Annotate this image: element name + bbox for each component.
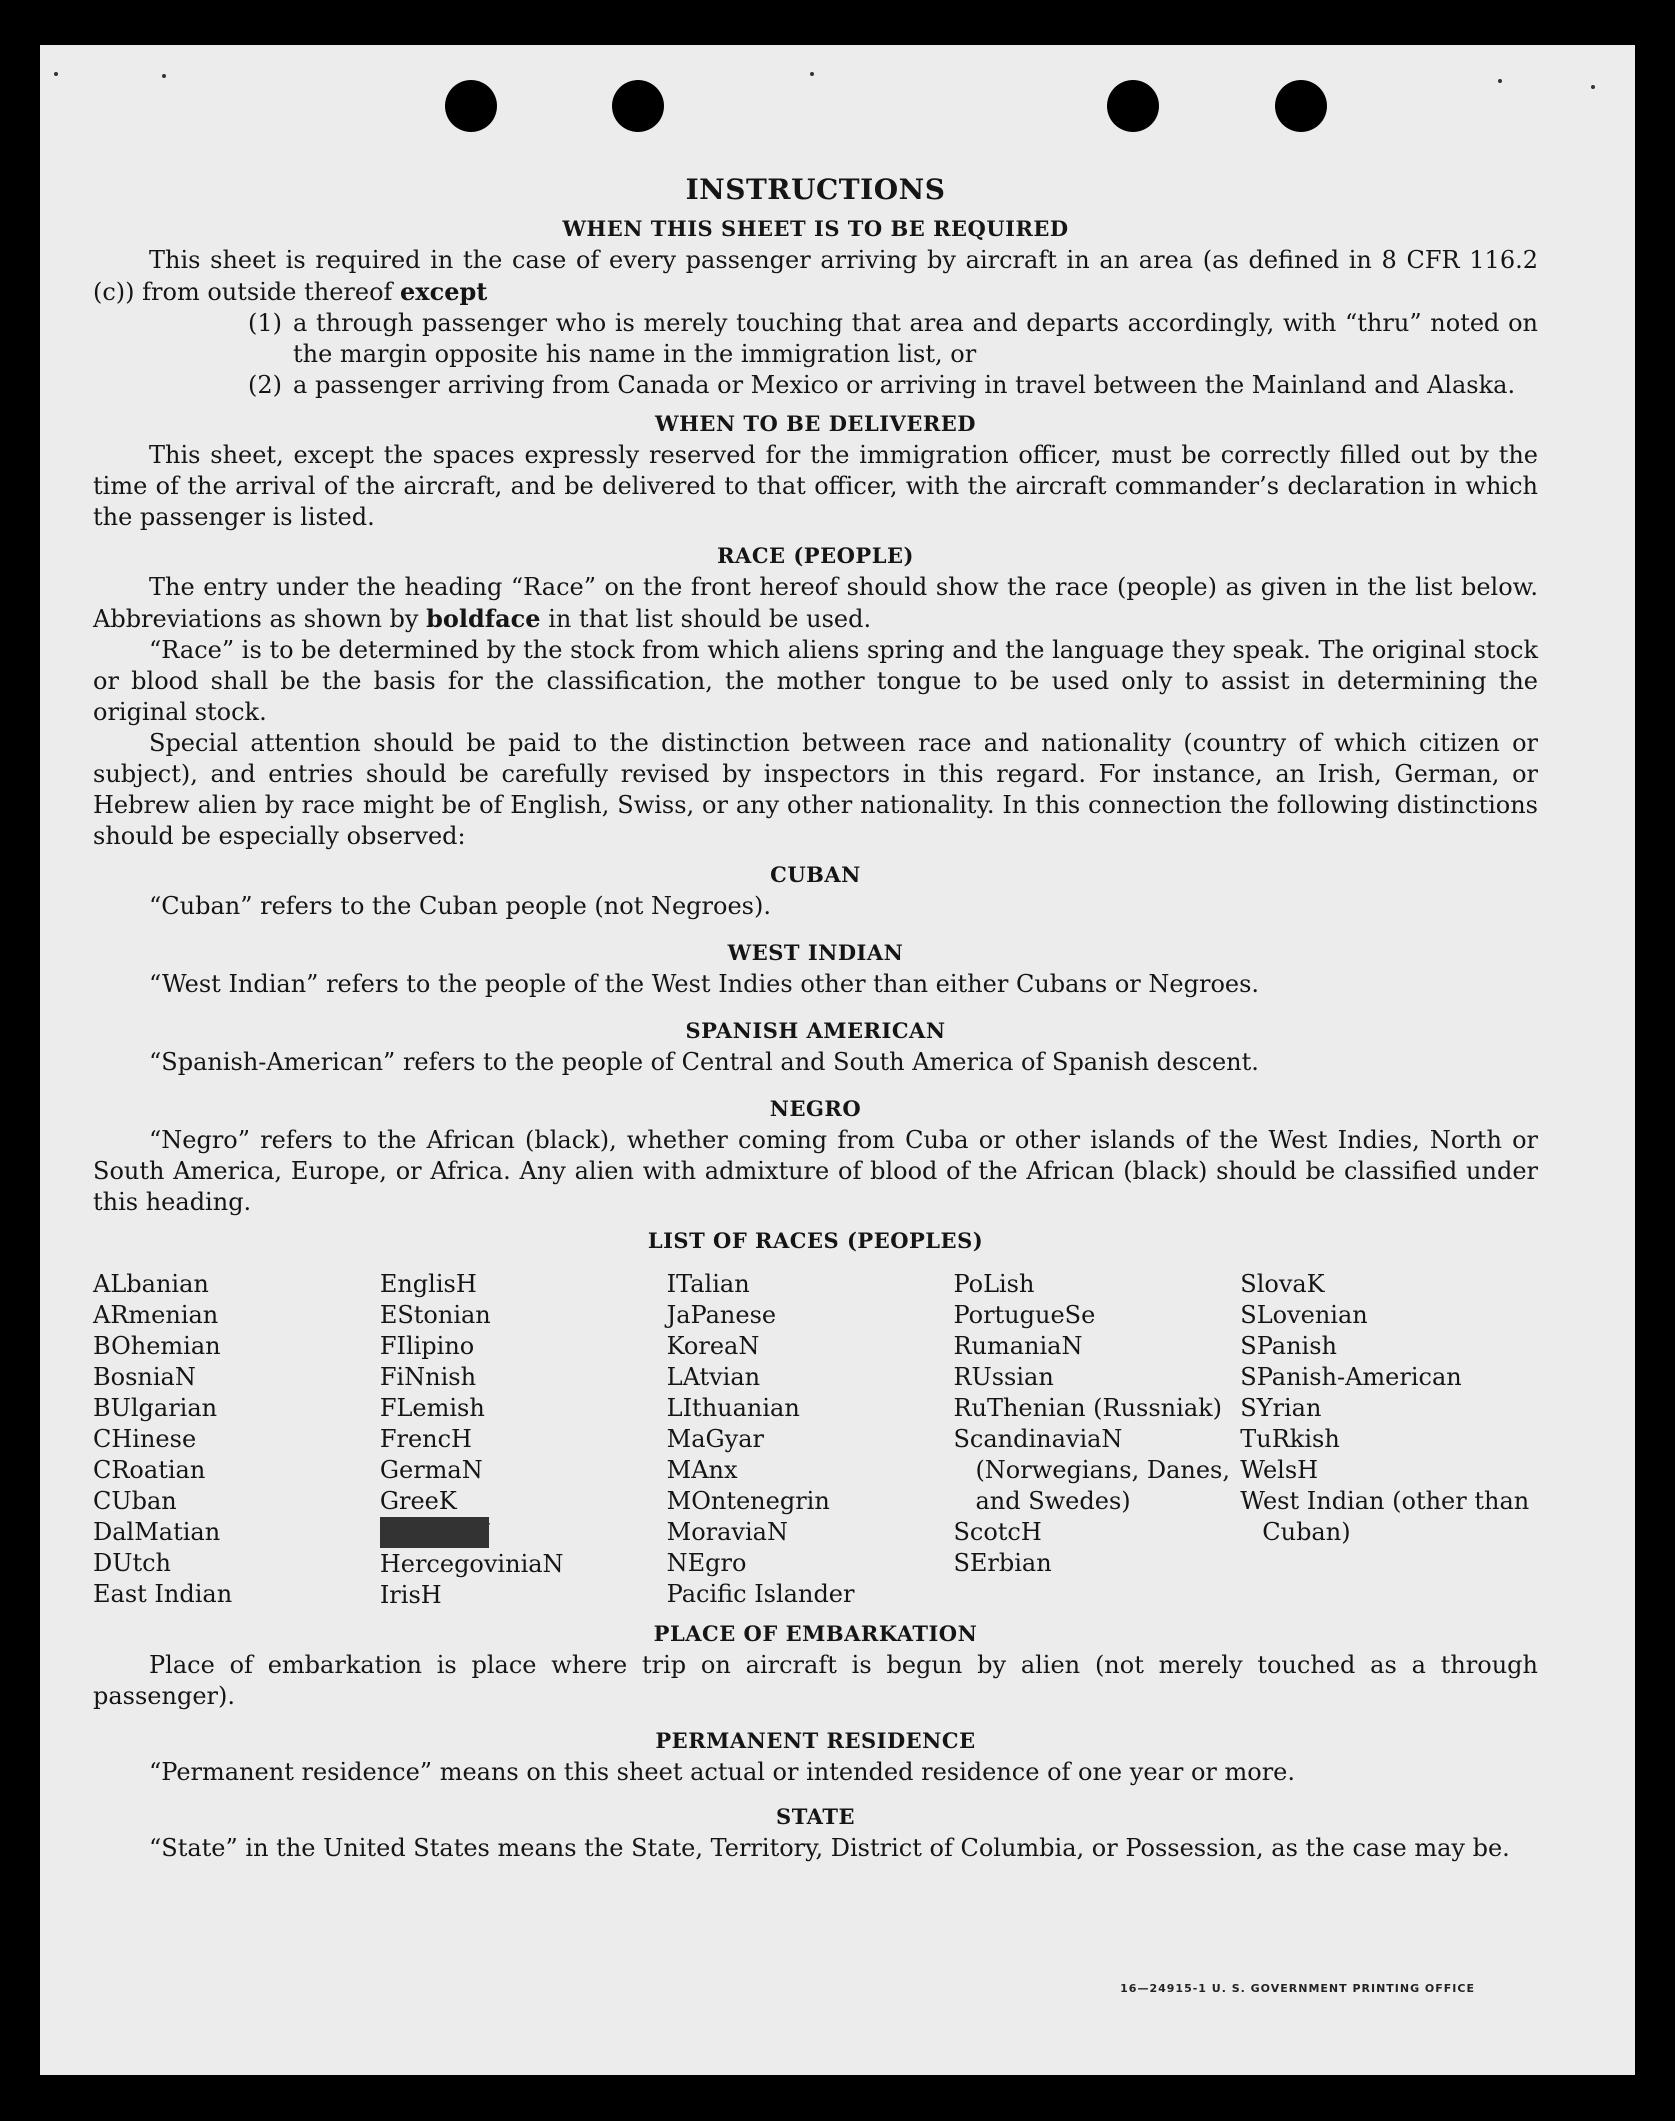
item-text: a passenger arriving from Canada or Mexico or arriving in travel between the Mainland and Alaska. <box>293 371 1516 399</box>
race-entry: FrencH <box>379 1425 472 1453</box>
race-p1-text-end: in that list should be used. <box>540 605 872 633</box>
race-entry: KoreaN <box>666 1332 760 1360</box>
delivered-text: This sheet, except the spaces expressly reserved for the immigration officer, must be correctly filled out by the time of the arrival of the aircraft, and be delivered to that officer, with the aircraft commander’s declaration in which the passenger is listed. <box>93 441 1538 531</box>
race-entry: DUtch <box>93 1549 172 1577</box>
race-entry: West Indian (other than Cuban) <box>1240 1487 1530 1546</box>
document-sheet <box>40 45 1635 2075</box>
races-column-2 <box>380 1269 667 1611</box>
item-number: (1) <box>248 309 282 337</box>
race-entry: HercegoviniaN <box>379 1550 564 1578</box>
heading-race: RACE (PEOPLE) <box>717 543 914 568</box>
race-entry: CUban <box>93 1487 177 1515</box>
race-entry: PoLish <box>953 1270 1035 1298</box>
punch-hole <box>1107 80 1159 132</box>
race-entry: ARmenian <box>93 1301 219 1329</box>
race-entry: RumaniaN <box>953 1332 1083 1360</box>
required-item-2 <box>93 370 1538 401</box>
item-number: (2) <box>248 371 282 399</box>
heading-negro: NEGRO <box>769 1096 862 1121</box>
races-column-4 <box>953 1269 1240 1611</box>
race-p1-bold: boldface <box>426 604 541 633</box>
negro-text: “Negro” refers to the African (black), whether coming from Cuba or other islands of the West Indies, North or South America, Europe, or Africa. Any alien with admixture of blood of the African (black) should be classified under this heading. <box>93 1126 1538 1216</box>
race-entry: TuRkish <box>1240 1425 1340 1453</box>
race-entry-obscured: HebreW <box>379 1518 490 1547</box>
punch-hole <box>445 80 497 132</box>
race-entry: NEgro <box>666 1549 747 1577</box>
races-column-1 <box>93 1269 380 1611</box>
required-item-1 <box>93 308 1538 370</box>
race-entry: BUlgarian <box>93 1394 218 1422</box>
race-entry: BOhemian <box>93 1332 221 1360</box>
state-text: “State” in the United States means the State, Territory, District of Columbia, or Possession, as the case may be. <box>149 1834 1510 1862</box>
race-entry: LAtvian <box>666 1363 761 1391</box>
race-entry: FiNnish <box>379 1363 477 1391</box>
speck <box>1498 79 1502 83</box>
race-p1-text: The entry under the heading “Race” on the front hereof should show the race (people) as given in the list below. Abbreviations as shown by <box>93 573 1538 633</box>
required-intro-text: This sheet is required in the case of every passenger arriving by aircraft in an area (as defined in 8 CFR 116.2 (c)) from outside thereof <box>93 246 1538 306</box>
race-entry: RUssian <box>953 1363 1054 1391</box>
heading-embarkation: PLACE OF EMBARKATION <box>653 1621 978 1646</box>
heading-required: WHEN THIS SHEET IS TO BE REQUIRED <box>562 216 1069 241</box>
race-entry: DalMatian <box>93 1518 221 1546</box>
race-entry: FIlipino <box>379 1332 475 1360</box>
cuban-text: “Cuban” refers to the Cuban people (not Negroes). <box>149 892 771 920</box>
race-entry: IrisH <box>379 1581 442 1609</box>
speck <box>54 72 58 76</box>
race-entry: MaGyar <box>666 1425 765 1453</box>
races-column-5 <box>1240 1269 1538 1611</box>
race-entry: MAnx <box>666 1456 738 1484</box>
race-entry: BosniaN <box>93 1363 196 1391</box>
race-entry: GreeK <box>379 1487 457 1515</box>
race-entry: RuThenian (Russniak) <box>953 1394 1223 1422</box>
races-list <box>93 1269 1538 1611</box>
race-entry: GermaN <box>379 1456 483 1484</box>
race-entry: SPanish-American <box>1240 1363 1462 1391</box>
race-entry: Pacific Islander <box>666 1580 855 1608</box>
instructions-body <box>93 173 1538 1864</box>
print-office-footer: 16—24915-1 U. S. GOVERNMENT PRINTING OFFICE <box>1120 1982 1475 1995</box>
residence-text: “Permanent residence” means on this sheet actual or intended residence of one year or more. <box>149 1758 1295 1786</box>
heading-state: STATE <box>776 1804 855 1829</box>
required-intro-bold: except <box>400 277 488 306</box>
race-paragraph-1 <box>93 572 1538 635</box>
spanish-american-text: “Spanish-American” refers to the people of Central and South America of Spanish descent. <box>149 1048 1259 1076</box>
race-entry: PortugueSe <box>953 1301 1096 1329</box>
punch-hole <box>1275 80 1327 132</box>
speck <box>810 72 814 76</box>
punch-hole <box>612 80 664 132</box>
heading-permanent-residence: PERMANENT RESIDENCE <box>655 1728 976 1753</box>
race-entry: JaPanese <box>666 1301 777 1329</box>
race-entry: ALbanian <box>93 1270 209 1298</box>
races-column-3 <box>667 1269 954 1611</box>
heading-list-of-races: LIST OF RACES (PEOPLES) <box>647 1228 984 1253</box>
speck <box>162 74 166 78</box>
speck <box>1591 85 1595 89</box>
page-title: INSTRUCTIONS <box>685 173 946 206</box>
race-entry: WelsH <box>1240 1456 1319 1484</box>
race-entry: ScotcH <box>953 1518 1042 1546</box>
race-entry: EnglisH <box>379 1270 477 1298</box>
race-entry: MOntenegrin <box>666 1487 830 1515</box>
race-entry: SLovenian <box>1240 1301 1368 1329</box>
race-entry: SYrian <box>1240 1394 1322 1422</box>
race-paragraph-2: “Race” is to be determined by the stock from which aliens spring and the language they speak. The original stock or blood shall be the basis for the classification, the mother tongue to be used only to assist in determining the original stock. <box>93 636 1538 726</box>
heading-delivered: WHEN TO BE DELIVERED <box>654 411 976 436</box>
race-entry: ScandinaviaN (Norwegians, Danes, and Swedes) <box>953 1425 1231 1515</box>
race-entry: FLemish <box>379 1394 485 1422</box>
embarkation-text: Place of embarkation is place where trip on aircraft is begun by alien (not merely touched as a through passenger). <box>93 1651 1538 1710</box>
race-entry: ITalian <box>666 1270 750 1298</box>
required-intro <box>93 245 1538 308</box>
west-indian-text: “West Indian” refers to the people of the West Indies other than either Cubans or Negroes. <box>149 970 1260 998</box>
race-entry: CRoatian <box>93 1456 206 1484</box>
race-entry: East Indian <box>93 1580 233 1608</box>
heading-spanish-american: SPANISH AMERICAN <box>685 1018 946 1043</box>
race-entry: SlovaK <box>1240 1270 1325 1298</box>
race-entry: EStonian <box>379 1301 491 1329</box>
race-entry: MoraviaN <box>666 1518 788 1546</box>
heading-cuban: CUBAN <box>770 862 861 887</box>
race-entry: LIthuanian <box>666 1394 800 1422</box>
race-entry: SPanish <box>1240 1332 1337 1360</box>
race-entry: CHinese <box>93 1425 197 1453</box>
race-paragraph-3: Special attention should be paid to the distinction between race and nationality (country of which citizen or subject), and entries should be carefully revised by inspectors in this regard. For instance, an Irish, German, or Hebrew alien by race might be of English, Swiss, or any other nationality. In this connection the following distinctions should be especially observed: <box>93 729 1538 850</box>
item-text: a through passenger who is merely touching that area and departs accordingly, with “thru” noted on the margin opposite his name in the immigration list, or <box>293 309 1538 368</box>
heading-west-indian: WEST INDIAN <box>727 940 904 965</box>
race-entry: SErbian <box>953 1549 1052 1577</box>
